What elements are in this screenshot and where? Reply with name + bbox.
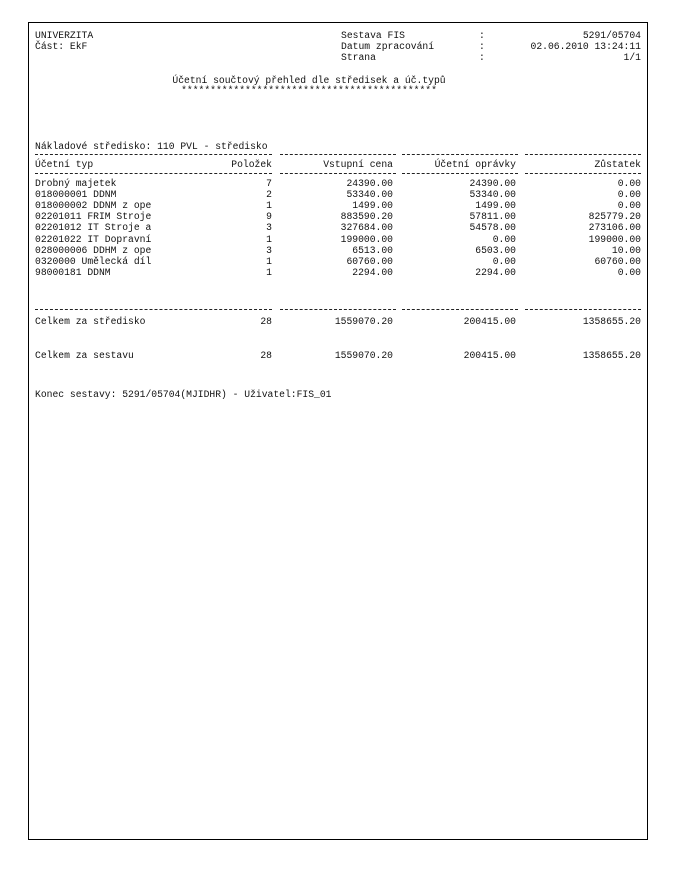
row-type: 98000181 DDNM <box>35 267 111 278</box>
row-depreciation: 0.00 <box>492 234 516 245</box>
row-depreciation: 6503.00 <box>475 245 516 256</box>
header-rule-top <box>525 154 641 155</box>
row-depreciation: 24390.00 <box>469 178 516 189</box>
row-count: 2 <box>266 189 272 200</box>
header-rule-top <box>280 154 396 155</box>
meta-report-value: 5291/05704 <box>582 30 641 41</box>
row-depreciation: 2294.00 <box>475 267 516 278</box>
row-type: 018000001 DDNM <box>35 189 117 200</box>
row-price: 1499.00 <box>352 200 393 211</box>
row-price: 2294.00 <box>352 267 393 278</box>
row-depreciation: 53340.00 <box>469 189 516 200</box>
row-price: 327684.00 <box>340 222 393 233</box>
title-underline: ******************************************** <box>181 85 437 96</box>
org-name: UNIVERZITA <box>35 30 94 41</box>
row-type: 02201011 FRIM Stroje <box>35 211 152 222</box>
header-rule-top <box>35 154 272 155</box>
total-rule <box>35 309 272 310</box>
row-count: 1 <box>266 234 272 245</box>
row-balance: 0.00 <box>617 178 641 189</box>
row-count: 7 <box>266 178 272 189</box>
row-type: 02201012 IT Stroje a <box>35 222 152 233</box>
col-header-depreciation: Účetní oprávky <box>434 159 516 170</box>
row-price: 53340.00 <box>346 189 393 200</box>
meta-page-value: 1/1 <box>623 52 641 63</box>
row-price: 6513.00 <box>352 245 393 256</box>
row-balance: 10.00 <box>611 245 641 256</box>
row-type: Drobný majetek <box>35 178 117 189</box>
row-depreciation: 54578.00 <box>469 222 516 233</box>
total-report-label: Celkem za sestavu <box>35 350 134 361</box>
meta-date-value: 02.06.2010 13:24:11 <box>530 41 641 52</box>
row-balance: 60760.00 <box>594 256 641 267</box>
meta-report-sep: : <box>479 30 485 41</box>
row-count: 1 <box>266 200 272 211</box>
report-page <box>28 22 648 840</box>
row-depreciation: 0.00 <box>492 256 516 267</box>
report-part: Část: EkF <box>35 41 88 52</box>
row-type: 018000002 DDNM z ope <box>35 200 152 211</box>
row-balance: 0.00 <box>617 200 641 211</box>
row-balance: 0.00 <box>617 189 641 200</box>
meta-date-sep: : <box>479 41 485 52</box>
total-report-balance: 1358655.20 <box>582 350 641 361</box>
row-type: 028000006 DDHM z ope <box>35 245 152 256</box>
row-price: 883590.20 <box>340 211 393 222</box>
meta-page-sep: : <box>479 52 485 63</box>
header-rule-bottom <box>280 173 396 174</box>
col-header-price: Vstupní cena <box>323 159 393 170</box>
row-type: 02201022 IT Dopravní <box>35 234 152 245</box>
total-report-depreciation: 200415.00 <box>463 350 516 361</box>
cost-center-line: Nákladové středisko: 110 PVL - středisko <box>35 141 268 152</box>
row-depreciation: 57811.00 <box>469 211 516 222</box>
meta-date-label: Datum zpracování <box>341 41 435 52</box>
col-header-type: Účetní typ <box>35 159 94 170</box>
row-price: 60760.00 <box>346 256 393 267</box>
total-rule <box>280 309 396 310</box>
row-count: 1 <box>266 256 272 267</box>
total-center-label: Celkem za středisko <box>35 316 146 327</box>
row-price: 199000.00 <box>340 234 393 245</box>
total-center-price: 1559070.20 <box>334 316 393 327</box>
total-center-balance: 1358655.20 <box>582 316 641 327</box>
header-rule-bottom <box>35 173 272 174</box>
row-count: 1 <box>266 267 272 278</box>
row-balance: 273106.00 <box>588 222 641 233</box>
row-balance: 825779.20 <box>588 211 641 222</box>
header-rule-bottom <box>525 173 641 174</box>
report-title: Účetní součtový přehled dle středisek a úč.typů <box>172 75 446 86</box>
row-balance: 199000.00 <box>588 234 641 245</box>
total-rule <box>525 309 641 310</box>
row-count: 9 <box>266 211 272 222</box>
row-count: 3 <box>266 222 272 233</box>
report-end-line: Konec sestavy: 5291/05704(MJIDHR) - Uživatel:FIS_01 <box>35 389 332 400</box>
row-type: 0320000 Umělecká díl <box>35 256 152 267</box>
header-rule-top <box>402 154 518 155</box>
row-count: 3 <box>266 245 272 256</box>
total-report-count: 28 <box>260 350 272 361</box>
total-rule <box>402 309 518 310</box>
meta-page-label: Strana <box>341 52 376 63</box>
col-header-count: Položek <box>231 159 272 170</box>
total-center-depreciation: 200415.00 <box>463 316 516 327</box>
total-report-price: 1559070.20 <box>334 350 393 361</box>
row-depreciation: 1499.00 <box>475 200 516 211</box>
meta-report-label: Sestava FIS <box>341 30 405 41</box>
col-header-balance: Zůstatek <box>594 159 641 170</box>
header-rule-bottom <box>402 173 518 174</box>
row-balance: 0.00 <box>617 267 641 278</box>
total-center-count: 28 <box>260 316 272 327</box>
row-price: 24390.00 <box>346 178 393 189</box>
